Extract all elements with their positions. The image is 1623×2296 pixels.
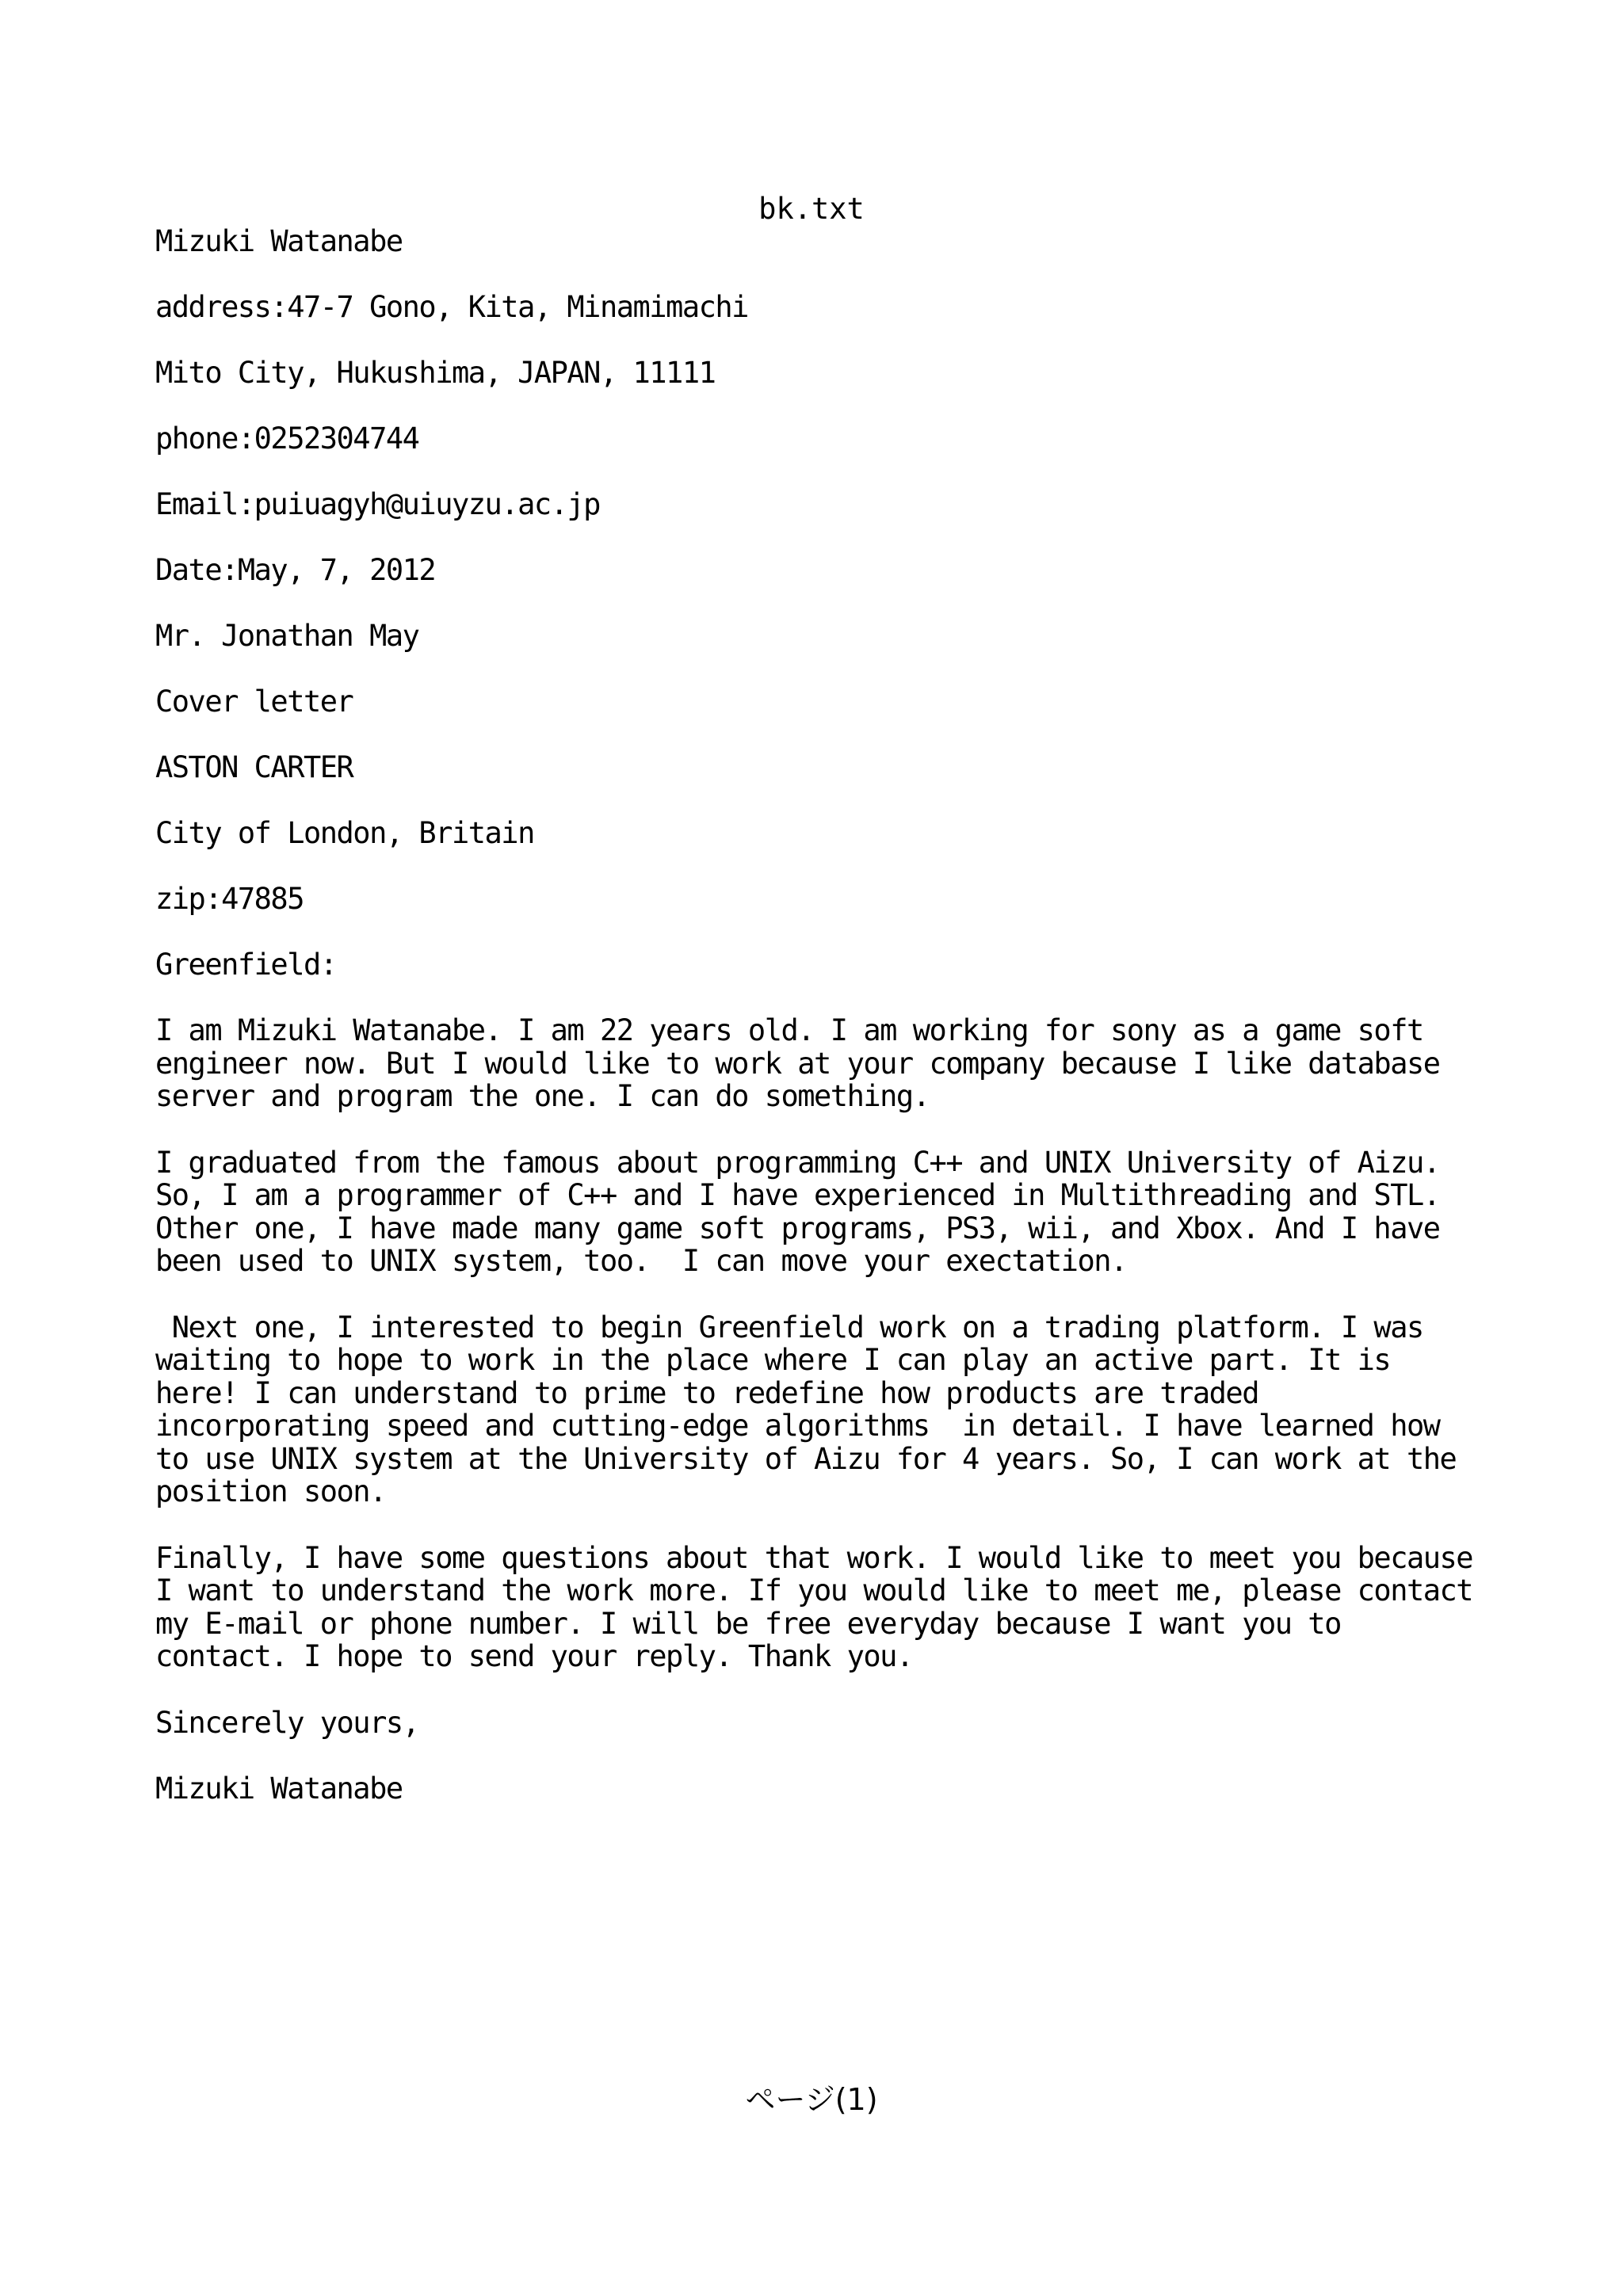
body-paragraph-1 bbox=[155, 1014, 1582, 1113]
paragraph-line: to use UNIX system at the University of Aizu for 4 years. So, I can work at the bbox=[155, 1441, 1457, 1476]
letter-subject: Cover letter bbox=[155, 685, 353, 719]
paragraph-line: Finally, I have some questions about that work. I would like to meet you because bbox=[155, 1540, 1473, 1575]
sender-address-line-2: Mito City, Hukushima, JAPAN, 11111 bbox=[155, 356, 716, 390]
salutation: Greenfield: bbox=[155, 948, 337, 982]
paragraph-line: been used to UNIX system, too. I can move your exectation. bbox=[155, 1244, 1127, 1278]
recipient-name: Mr. Jonathan May bbox=[155, 619, 419, 653]
paragraph-line: Other one, I have made many game soft programs, PS3, wii, and Xbox. And I have bbox=[155, 1211, 1440, 1245]
document-filename: bk.txt bbox=[758, 192, 865, 226]
paragraph-line: Next one, I interested to begin Greenfield work on a trading platform. I was bbox=[155, 1310, 1423, 1344]
paragraph-line: engineer now. But I would like to work at your company because I like database bbox=[155, 1046, 1440, 1081]
closing: Sincerely yours, bbox=[155, 1705, 419, 1740]
paragraph-line: I am Mizuki Watanabe. I am 22 years old. I am working for sony as a game soft bbox=[155, 1013, 1423, 1047]
body-paragraph-2 bbox=[155, 1146, 1582, 1278]
paragraph-line: position soon. bbox=[155, 1474, 386, 1508]
paragraph-line: my E-mail or phone number. I will be free everyday because I want you to bbox=[155, 1606, 1341, 1641]
recipient-company: ASTON CARTER bbox=[155, 750, 353, 784]
body-paragraph-3 bbox=[155, 1311, 1582, 1508]
recipient-city: City of London, Britain bbox=[155, 816, 534, 850]
paragraph-line: server and program the one. I can do something. bbox=[155, 1079, 930, 1113]
letter-date: Date:May, 7, 2012 bbox=[155, 553, 436, 587]
sender-email: Email:puiuagyh@uiuyzu.ac.jp bbox=[155, 487, 600, 521]
recipient-zip: zip:47885 bbox=[155, 882, 304, 916]
paragraph-line: incorporating speed and cutting-edge algorithms in detail. I have learned how bbox=[155, 1409, 1440, 1443]
paragraph-line: waiting to hope to work in the place where I can play an active part. It is bbox=[155, 1343, 1391, 1377]
paragraph-line: here! I can understand to prime to redefine how products are traded bbox=[155, 1375, 1258, 1410]
paragraph-line: contact. I hope to send your reply. Thank you. bbox=[155, 1639, 913, 1673]
sender-name: Mizuki Watanabe bbox=[155, 224, 403, 258]
sender-address-line-1: address:47-7 Gono, Kita, Minamimachi bbox=[155, 290, 748, 324]
signature: Mizuki Watanabe bbox=[155, 1771, 403, 1806]
paragraph-line: I want to understand the work more. If you would like to meet me, please contact bbox=[155, 1573, 1473, 1608]
paragraph-line: I graduated from the famous about programming C++ and UNIX University of Aizu. bbox=[155, 1145, 1440, 1180]
paragraph-line: So, I am a programmer of C++ and I have experienced in Multithreading and STL. bbox=[155, 1178, 1440, 1212]
cover-letter bbox=[155, 225, 1582, 1838]
page-number: ページ(1) bbox=[745, 2082, 878, 2117]
body-paragraph-4 bbox=[155, 1542, 1582, 1673]
sender-phone: phone:0252304744 bbox=[155, 421, 419, 456]
